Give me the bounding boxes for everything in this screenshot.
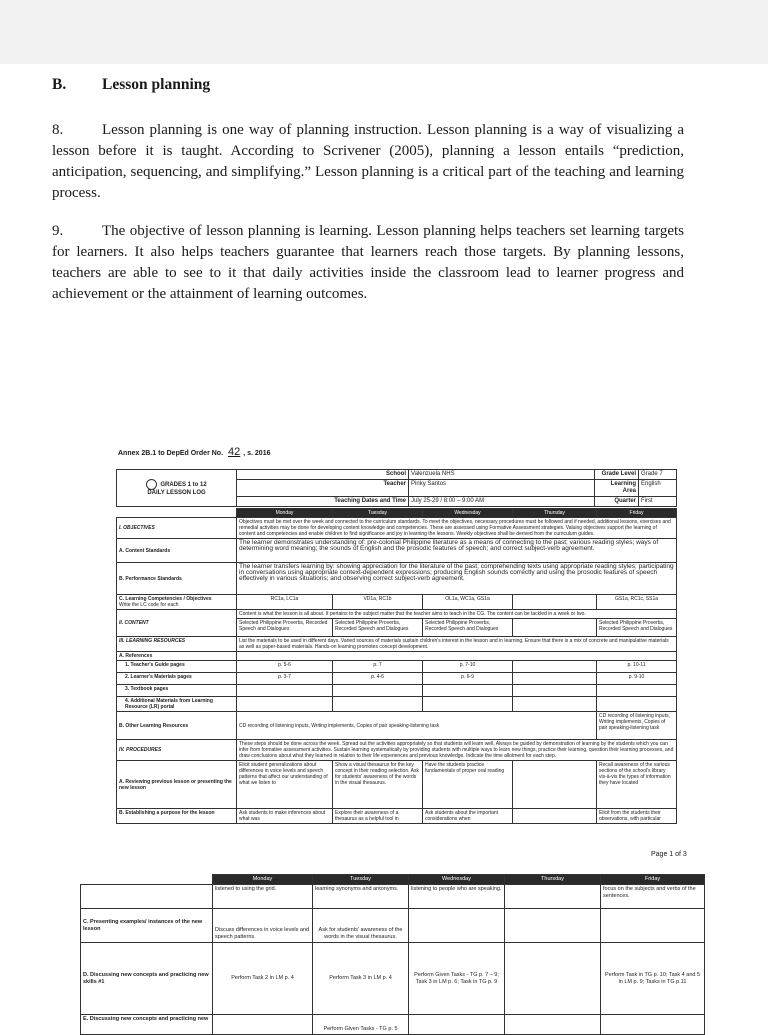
table-row: [117, 761, 677, 809]
scan-top-band: [0, 0, 768, 64]
table-row: [117, 661, 677, 673]
table-row: [117, 595, 677, 610]
lm-pages-label: 2. Learner's Materials pages: [117, 673, 237, 685]
section-title: Lesson planning: [102, 76, 211, 93]
day-monday: Monday: [237, 509, 333, 518]
quarter-label: Quarter: [595, 497, 639, 507]
cont-tuesday: learning synonyms and antonyms.: [313, 885, 409, 909]
content-wednesday: Selected Philippine Proverbs, Recorded Speech and Dialogues: [423, 619, 513, 637]
deped-seal-icon: [146, 479, 157, 490]
review-wednesday: Have the students practice fundamentals of proper oral reading: [423, 761, 513, 809]
presenting-monday: Discuss differences in voice levels and speech patterns.: [213, 909, 313, 943]
discussing1-wednesday: Perform Given Tasks - TG p. 7 – 9; Task 3 in LM p. 6; Task in TG p. 9: [409, 943, 505, 1015]
table-row: [117, 610, 677, 619]
days-header-row: [81, 875, 705, 885]
purpose-friday: Elicit from the students their observations, with particular: [597, 809, 677, 824]
table-row: [117, 809, 677, 824]
content-standards-text: The learner demonstrates understanding of: pre-colonial Philippine literature as a means of connecting to the past; various reading styles; ways of determining word meaning; the sounds of English and the prosodic features of speech; and correct subject-verb agreement.: [237, 539, 677, 563]
day-tuesday: Tuesday: [333, 509, 423, 518]
table-row: [117, 697, 677, 712]
references-label: A. References: [117, 652, 237, 661]
cont-monday: listened to using the grid.: [213, 885, 313, 909]
lm-monday: p. 3-7: [237, 673, 333, 685]
lm-wednesday: p. 6-9: [423, 673, 513, 685]
day-wednesday: Wednesday: [409, 875, 505, 885]
other-resources-text: CD recording of listening inputs, Writing implements, Copies of pair speaking-listening task: [237, 712, 597, 740]
table-row: [81, 943, 705, 1015]
performance-standards-text: The learner transfers learning by: showing appreciation for the literature of the past; comprehending texts using appropriate reading styles; participating in conversations using appropriate context-dependent expressions; producing English sounds correctly and using the prosodic features of speech effectively in various situations; and observing correct subject-verb agreement.: [237, 563, 677, 595]
day-thursday: Thursday: [505, 875, 601, 885]
day-friday: Friday: [597, 509, 677, 518]
discussing1-label: D. Discussing new concepts and practicing new skills #1: [81, 943, 213, 1015]
paragraph-number: 9.: [52, 223, 64, 239]
objectives-text: Objectives must be met over the week and connected to the curriculum standards. To meet the objectives, necessary procedures must be followed and if needed, additional lessons, exercises and remedial activities may be done for developing content knowledge and competencies. These are assessed using Formative Assessment strategies. Valuing objectives support the learning of content and competencies and enable children to find significance and joy in learning the lessons. Weekly objectives shall be derived from the curriculum guides.: [237, 518, 677, 539]
table-row: [117, 673, 677, 685]
cont-wednesday: listening to people who are speaking.: [409, 885, 505, 909]
section-heading: [52, 76, 210, 94]
procedures-label: IV. PROCEDURES: [117, 740, 237, 761]
tg-wednesday: p. 7-10: [423, 661, 513, 673]
content-tuesday: Selected Philippine Proverbs, Recorded Speech and Dialogues: [333, 619, 423, 637]
grades-label: GRADES 1 to 12: [160, 482, 207, 489]
competencies-monday: RC1a, LC1a: [237, 595, 333, 610]
paragraph-text: Lesson planning is one way of planning instruction. Lesson planning is a way of visualizing a lesson before it is taught. According to Scrivener (2005), planning a lesson entails “prediction, anticipation, sequencing, and simplifying.” Lesson planning is a critical part of the teaching and learning process.: [52, 122, 684, 201]
resources-note: List the materials to be used in different days. Varied sources of materials sustain children's interest in the lesson and in learning. Ensure that there is a mix of concrete and manipulative materials as well as paper-based materials. Hands-on learning promotes concept development.: [237, 637, 677, 652]
review-monday: Elicit student generalizations about differences in voice levels and speech patterns that affect our understanding of what we listen to: [237, 761, 333, 809]
discussing1-tuesday: Perform Task 3 in LM p. 4: [313, 943, 409, 1015]
day-wednesday: Wednesday: [423, 509, 513, 518]
other-resources-label: B. Other Learning Resources: [117, 712, 237, 740]
annex-caption: [118, 446, 270, 458]
content-note: Content is what the lesson is all about. It pertains to the subject matter that the teacher aims to teach in the CG. The content can be tackled in a week or two.: [237, 610, 677, 619]
textbook-pages-label: 3. Textbook pages: [117, 685, 237, 697]
cont-friday: focus on the subjects and verbs of the sentences.: [601, 885, 705, 909]
table-row: [117, 712, 677, 740]
table-row: [81, 885, 705, 909]
tg-monday: p. 5-6: [237, 661, 333, 673]
resources-label: III. LEARNING RESOURCES: [117, 637, 237, 652]
lr-portal-label: 4. Additional Materials from Learning Resource (LR) portal: [117, 697, 237, 712]
competencies-sub: Write the LC code for each: [119, 602, 179, 608]
lm-friday: p. 9-10: [597, 673, 677, 685]
other-resources-friday: CD recording of listening inputs, Writing implements, Copies of pair speaking-listening task: [597, 712, 677, 740]
area-label: Learning Area: [595, 480, 639, 497]
day-monday: Monday: [213, 875, 313, 885]
discussing2-tuesday: Perform Given Tasks - TG p. 5: [313, 1015, 409, 1035]
annex-prefix: Annex 2B.1 to DepEd Order No.: [118, 450, 224, 457]
content-friday: Selected Philippine Proverbs, Recorded Speech and Dialogues: [597, 619, 677, 637]
paragraph-9: [52, 221, 684, 305]
table-row: [117, 652, 677, 661]
discussing2-label: E. Discussing new concepts and practicing new: [81, 1015, 213, 1035]
content-label: II. CONTENT: [117, 610, 237, 637]
daily-lesson-log-table: [116, 508, 677, 824]
tg-tuesday: p. 7: [333, 661, 423, 673]
purpose-monday: Ask students to make inferences about what was: [237, 809, 333, 824]
review-tuesday: Show a visual thesaurus for the key concept in their reading selection. Ask for students' awareness of the words in the visual thesaurus.: [333, 761, 423, 809]
content-monday: Selected Philippine Proverbs, Recorded Speech and Dialogues: [237, 619, 333, 637]
log-title: DAILY LESSON LOG: [147, 490, 206, 496]
annex-suffix: , s. 2016: [243, 450, 271, 457]
teacher-value: Pinky Santos: [409, 480, 595, 497]
purpose-label: B. Establishing a purpose for the lesson: [117, 809, 237, 824]
grade-label: Grade Level: [595, 470, 639, 480]
tg-pages-label: 1. Teacher's Guide pages: [117, 661, 237, 673]
annex-order-number: 42: [227, 446, 241, 458]
paragraph-text: The objective of lesson planning is learning. Lesson planning helps teachers set learning targets for learners. It also helps teachers guarantee that learners reach those targets. By planning lessons, teachers are able to see to it that daily activities inside the classroom lead to learner progress and achievement or the attainment of learning outcomes.: [52, 223, 684, 302]
presenting-label: C. Presenting examples/ instances of the new lesson: [81, 909, 213, 943]
competencies-label-cell: [117, 595, 237, 610]
presenting-tuesday: Ask for students' awareness of the words in the visual thesaurus.: [313, 909, 409, 943]
table-row: [117, 518, 677, 539]
day-tuesday: Tuesday: [313, 875, 409, 885]
objectives-label: I. OBJECTIVES: [117, 518, 237, 539]
teacher-label: Teacher: [237, 480, 409, 497]
table-row: [81, 1015, 705, 1035]
procedures-note: These steps should be done across the week. Spread out the activities appropriately so that students will learn well. Always be guided by demonstration of learning by the students which you can infer from formative assessment activities. Sustain learning systematically by providing students with multiple ways to learn new things, practice their learning, question their learning processes, and draw conclusions about what they learned in relation to their life experiences and previous knowledge. Indicate the time allotment for each step.: [237, 740, 677, 761]
page-number: Page 1 of 3: [651, 851, 687, 858]
section-letter: B.: [52, 76, 67, 93]
performance-standards-label: B. Performance Standards: [117, 563, 237, 595]
purpose-wednesday: Ask students about the important considerations when: [423, 809, 513, 824]
purpose-tuesday: Explore their awareness of a thesaurus as a helpful tool in: [333, 809, 423, 824]
area-value: English: [639, 480, 677, 497]
competencies-friday: GS1a, RC1c, SS1a: [597, 595, 677, 610]
table-row: [117, 637, 677, 652]
competencies-wednesday: OL1a, WC1a, GS1a: [423, 595, 513, 610]
lm-tuesday: p. 4-6: [333, 673, 423, 685]
paragraph-number: 8.: [52, 122, 64, 138]
day-friday: Friday: [601, 875, 705, 885]
school-value: Valenzuela NHS: [409, 470, 595, 480]
table-row: [117, 539, 677, 563]
log-header-table: [116, 469, 677, 507]
continuation-table: [80, 874, 705, 1035]
table-row: [117, 740, 677, 761]
quarter-value: First: [639, 497, 677, 507]
days-header-row: [117, 509, 677, 518]
paragraph-8: [52, 120, 684, 204]
table-row: [81, 909, 705, 943]
review-friday: Recall awareness of the various sections of the school's library vis-à-vis the types of information they have located: [597, 761, 677, 809]
discussing1-monday: Perform Task 2 in LM p. 4: [213, 943, 313, 1015]
table-row: [117, 685, 677, 697]
dates-value: July 25-29 / 8:00 – 9:00 AM: [409, 497, 595, 507]
discussing1-friday: Perform Task in TG p. 10; Task 4 and 5 in LM p. 9; Tasks in TG p.11: [601, 943, 705, 1015]
competencies-tuesday: VD1a, RC1b: [333, 595, 423, 610]
content-standards-label: A. Content Standards: [117, 539, 237, 563]
table-row: [117, 563, 677, 595]
tg-friday: p. 10-11: [597, 661, 677, 673]
review-label: A. Reviewing previous lesson or presenting the new lesson: [117, 761, 237, 809]
competencies-label: C. Learning Competencies / Objectives: [119, 596, 212, 602]
grade-value: Grade 7: [639, 470, 677, 480]
school-label: School: [237, 470, 409, 480]
dates-label: Teaching Dates and Time: [237, 497, 409, 507]
day-thursday: Thursday: [513, 509, 597, 518]
log-title-cell: [117, 470, 237, 507]
